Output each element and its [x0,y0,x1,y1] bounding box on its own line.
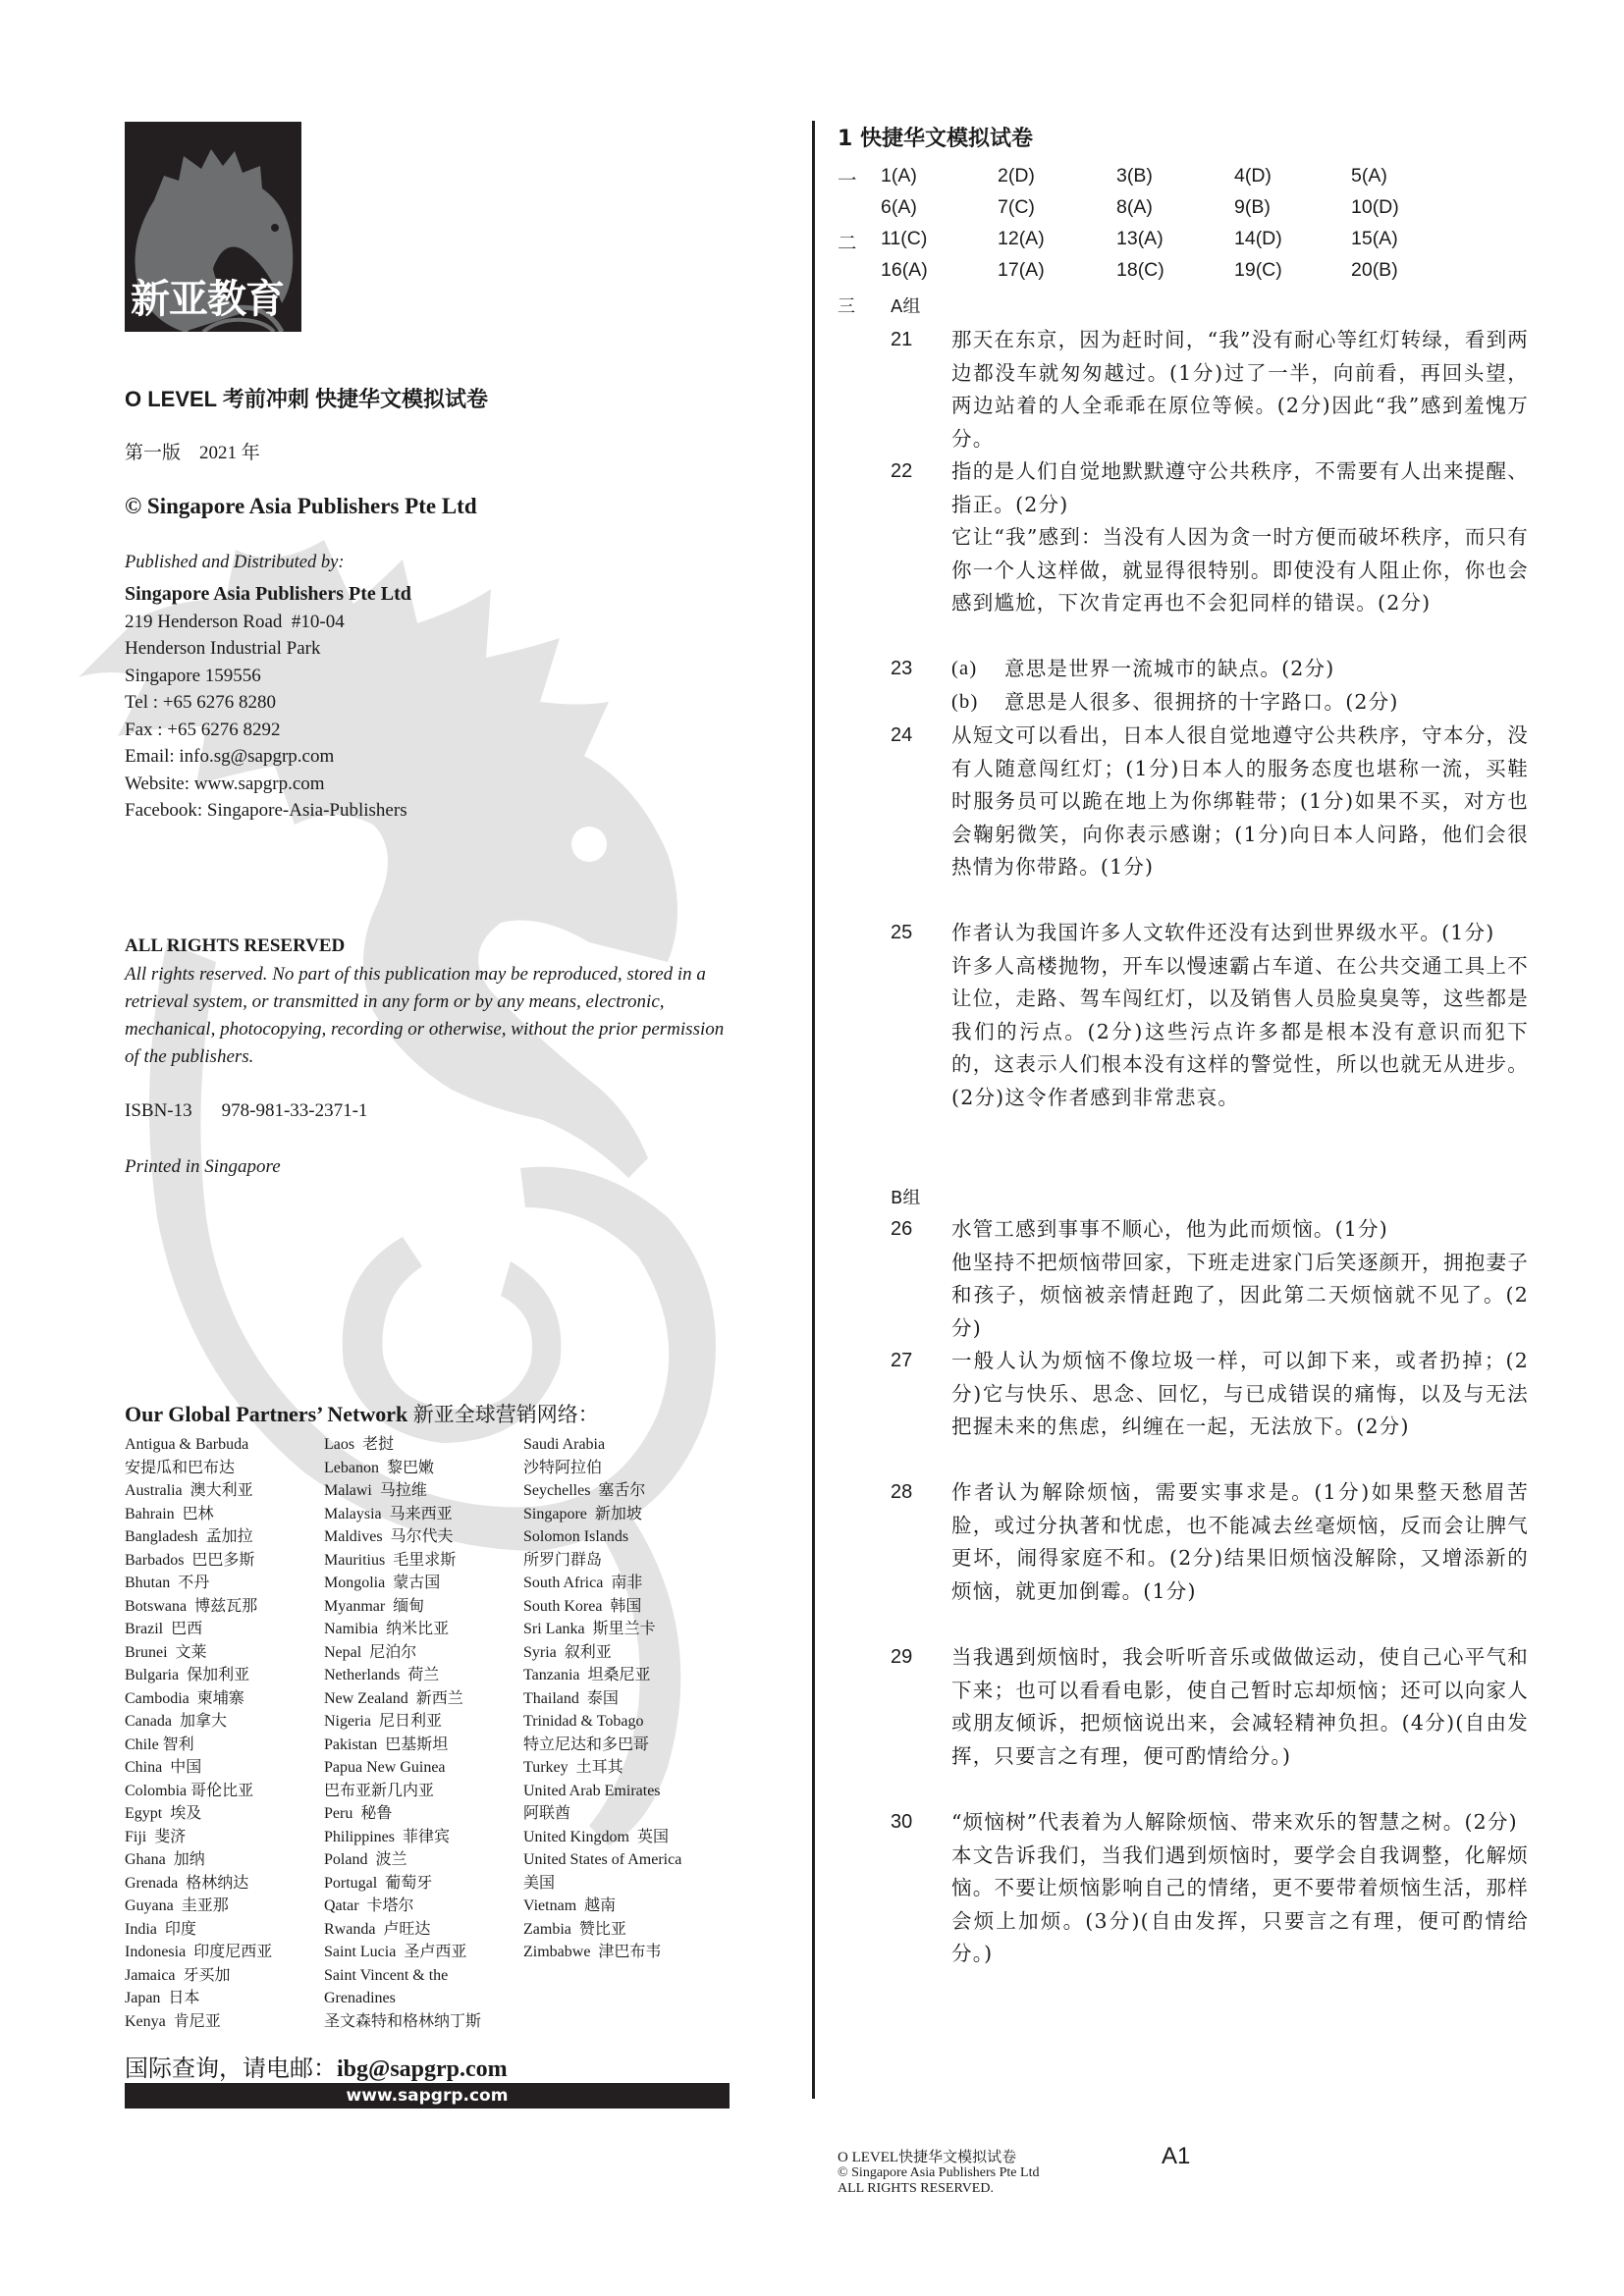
answer-body [951,720,1529,884]
country-item: Mongolia 蒙古国 [324,1575,441,1591]
country-item: Ghana 加纳 [125,1851,205,1868]
country-item: Antigua & Barbuda [125,1436,249,1453]
country-item: United States of America [523,1851,682,1868]
country-item: 美国 [523,1874,556,1892]
publisher-company: Singapore Asia Publishers Pte Ltd [125,583,411,605]
country-item: Malaysia 马来西亚 [324,1505,453,1522]
country-item: Seychelles 塞舌尔 [523,1482,646,1499]
publisher-info [125,581,411,825]
answer-paragraph: 一般人认为烦恼不像垃圾一样，可以卸下来，或者扔掉；(2分)它与快乐、思念、回忆，与已成错误的痛悔，以及与无法把握未来的焦虑，纠缠在一起，无法放下。(2分) [951,1349,1529,1438]
footer-copyright: © Singapore Asia Publishers Pte Ltd [838,2165,1040,2180]
country-item: Pakistan 巴基斯坦 [324,1735,449,1753]
country-item: United Arab Emirates [523,1782,661,1799]
mcq-answer: 13(A) [1116,228,1164,249]
country-item: Brazil 巴西 [125,1621,203,1637]
country-item: Saint Vincent & the [324,1966,449,1984]
question-number: 23 [891,658,913,679]
country-item: South Africa 南非 [523,1575,643,1591]
question-number: 21 [891,329,913,350]
country-item: India 印度 [125,1920,196,1938]
answer-q29 [891,1641,1529,1773]
country-item: Malawi 马拉维 [324,1482,427,1499]
country-item: Thailand 泰国 [523,1689,619,1707]
answer-q23 [891,653,1529,719]
country-item: Barbados 巴巴多斯 [125,1551,255,1569]
country-item: Solomon Islands [523,1528,629,1545]
mcq-answer: 10(D) [1351,196,1399,218]
country-item: Namibia 纳米比亚 [324,1621,450,1637]
country-item: Bulgaria 保加利亚 [125,1667,250,1683]
answer-q21 [891,324,1529,455]
country-item: Bahrain 巴林 [125,1505,214,1522]
answer-paragraph: 作者认为解除烦恼，需要实事求是。(1分)如果整天愁眉苦脸，或过分执著和忧虑，也不能减去丝毫烦恼，反而会让脾气更坏，闹得家庭不和。(2分)结果旧烦恼没解除，又增添新的烦恼，就更加倒霉。(1分) [951,1480,1529,1603]
answer-paragraph: 本文告诉我们，当我们遇到烦恼时，要学会自我调整，化解烦恼。不要让烦恼影响自己的情绪，更不要带着烦恼生活，那样会烦上加烦。(3分)(自由发挥，只要言之有理，便可酌情给分。) [951,1842,1529,1965]
answer-q27 [891,1345,1529,1444]
country-list-col-1 [125,1433,272,2033]
sub-answer-label: (b) [951,690,979,713]
sub-answer-label: (a) [951,658,978,679]
footer-rights: ALL RIGHTS RESERVED. [838,2181,994,2196]
country-list-col-2 [324,1433,481,2033]
country-item: Fiji 斐济 [125,1828,187,1845]
answer-q28 [891,1476,1529,1608]
country-item: Bhutan 不丹 [125,1575,210,1591]
published-by-label: Published and Distributed by: [125,553,345,572]
country-item: 所罗门群岛 [523,1551,603,1569]
mcq-answer: 1(A) [881,165,917,187]
country-item: China 中国 [125,1759,202,1776]
question-number: 28 [891,1481,913,1503]
mcq-answer: 5(A) [1351,165,1387,187]
question-number: 25 [891,922,913,943]
country-item: Grenada 格林纳达 [125,1874,249,1892]
group-a-label: A组 [891,296,921,317]
answer-body [951,1345,1529,1444]
question-number: 24 [891,724,913,746]
publisher-facebook[interactable]: Facebook: Singapore-Asia-Publishers [125,800,407,821]
country-item: United Kingdom 英国 [523,1828,669,1845]
book-title: O LEVEL 考前冲刺 快捷华文模拟试卷 [125,387,488,411]
mcq-answer: 8(A) [1116,196,1153,218]
publisher-email[interactable]: Email: info.sg@sapgrp.com [125,746,335,767]
country-item: Chile 智利 [125,1735,194,1753]
country-item: Netherlands 荷兰 [324,1667,440,1683]
country-item: Papua New Guinea [324,1759,446,1776]
rights-heading: ALL RIGHTS RESERVED [125,935,346,956]
mcq-answer: 7(C) [998,196,1035,218]
country-item: New Zealand 新西兰 [324,1689,463,1707]
mcq-answer: 3(B) [1116,165,1153,187]
mcq-answer: 16(A) [881,259,928,281]
answer-paragraph: 它让“我”感到：当没有人因为贪一时方便而破坏秩序，而只有你一个人这样做，就显得很特别。即使没有人阻止你，你也会感到尴尬，下次肯定再也不会犯同样的错误。(2分) [951,525,1529,614]
country-item: Colombia 哥伦比亚 [125,1782,254,1799]
question-number: 30 [891,1811,913,1833]
sub-answer-text: 意思是世界一流城市的缺点。(2分) [1004,657,1335,680]
answer-q26 [891,1213,1529,1345]
country-item: Australia 澳大利亚 [125,1482,253,1499]
sub-answer-text: 意思是人很多、很拥挤的十字路口。(2分) [1004,689,1399,714]
section-3-label: 三 [838,296,855,317]
country-item: Canada 加拿大 [125,1713,227,1730]
country-item: Qatar 卡塔尔 [324,1897,414,1914]
isbn [125,1100,367,1122]
country-item: Grenadines [324,1990,396,2006]
answer-body [951,1213,1529,1345]
answer-body [951,324,1529,455]
answer-paragraph: “烦恼树”代表着为人解除烦恼、带来欢乐的智慧之树。(2分) [951,1810,1518,1834]
question-number: 26 [891,1218,913,1240]
answer-paragraph: 指的是人们自觉地默默遵守公共秩序，不需要有人出来提醒、指正。(2分) [951,459,1529,516]
website-bar[interactable]: www.sapgrp.com [125,2083,730,2109]
answer-body [951,455,1529,620]
mcq-answer: 19(C) [1234,259,1282,281]
country-item: Bangladesh 孟加拉 [125,1528,253,1545]
column-divider [812,121,815,2099]
mcq-section-label: 一 [838,169,857,191]
answer-key-title: 1 快捷华文模拟试卷 [838,127,1033,151]
printed-in: Printed in Singapore [125,1156,281,1177]
country-item: Nigeria 尼日利亚 [324,1713,442,1730]
country-item: 巴布亚新几内亚 [324,1782,435,1799]
network-heading [125,1399,599,1428]
country-item: Lebanon 黎巴嫩 [324,1459,434,1476]
country-item: Saudi Arabia [523,1436,606,1453]
publisher-address-3: Singapore 159556 [125,665,261,686]
answer-paragraph: 许多人高楼抛物，开车以慢速霸占车道、在公共交通工具上不让位，走路、驾车闯红灯，以及销售人员脸臭臭等，这些都是我们的污点。(2分)这些污点许多都是根本没有意识而犯下的，这表示人们根本没有这样的警觉性，所以也就无从进步。(2分)这令作者感到非常悲哀。 [951,953,1529,1109]
mcq-answer: 6(A) [881,196,917,218]
country-item: Turkey 土耳其 [523,1759,623,1776]
country-item: Syria 叙利亚 [523,1643,612,1661]
country-item: Guyana 圭亚那 [125,1897,229,1914]
country-item: Portugal 葡萄牙 [324,1874,433,1892]
country-item: Vietnam 越南 [523,1897,617,1914]
network-heading-zh: 新亚全球营销网络： [412,1403,599,1426]
answer-q24 [891,720,1529,884]
mcq-section-label: 二 [838,232,857,254]
country-item: 阿联酋 [523,1805,571,1822]
mcq-answer: 4(D) [1234,165,1272,187]
answer-paragraph: 从短文可以看出，日本人很自觉地遵守公共秩序，守本分，没有人随意闯红灯；(1分)日本人的服务态度也堪称一流，买鞋时服务员可以跪在地上为你绑鞋带；(1分)如果不买，对方也会鞠躬微笑，向你表示感谢；(1分)向日本人问路，他们会很热情为你带路。(1分) [951,723,1529,879]
country-item: Egypt 埃及 [125,1805,202,1822]
mcq-answer: 18(C) [1116,259,1164,281]
isbn-value: 978-981-33-2371-1 [221,1100,368,1121]
country-item: Trinidad & Tobago [523,1713,644,1730]
answer-body [951,1641,1529,1773]
country-item: 安提瓜和巴布达 [125,1459,236,1476]
answer-body [951,1806,1529,1971]
page-number: A1 [1162,2143,1191,2169]
network-heading-en: Our Global Partners’ Network [125,1402,413,1426]
country-item: Tanzania 坦桑尼亚 [523,1667,651,1683]
isbn-label: ISBN-13 [125,1100,192,1121]
mcq-answer: 11(C) [881,228,928,249]
footer-title: O LEVEL快捷华文模拟试卷 [838,2150,1017,2165]
answer-body [951,1476,1529,1608]
country-item: Japan 日本 [125,1990,200,2006]
enquiry-email[interactable]: ibg@sapgrp.com [337,2056,508,2082]
country-item: Jamaica 牙买加 [125,1966,231,1984]
mcq-answer: 20(B) [1351,259,1398,281]
question-number: 27 [891,1350,913,1371]
enquiry-label: 国际查询，请电邮： [125,2055,337,2082]
mcq-answer: 14(D) [1234,228,1282,249]
country-item: 圣文森特和格林纳丁斯 [324,2012,482,2030]
mcq-answer: 17(A) [998,259,1045,281]
country-item: Singapore 新加坡 [523,1505,642,1522]
country-item: South Korea 韩国 [523,1597,642,1615]
edition: 第一版 2021 年 [125,443,260,463]
country-item: 特立尼达和多巴哥 [523,1735,650,1753]
country-item: Peru 秘鲁 [324,1805,393,1822]
country-item: Rwanda 卢旺达 [324,1920,431,1938]
mcq-answer: 9(B) [1234,196,1271,218]
country-list-col-3 [523,1433,681,1964]
answer-q25 [891,917,1529,1114]
country-item: Kenya 肯尼亚 [125,2012,221,2030]
international-enquiry [125,2049,508,2083]
mcq-answer: 12(A) [998,228,1045,249]
question-number: 22 [891,460,913,482]
country-item: Maldives 马尔代夫 [324,1528,454,1545]
publisher-tel: Tel : +65 6276 8280 [125,692,276,713]
country-item: Laos 老挝 [324,1436,395,1453]
answer-body [951,653,1529,719]
copyright: © Singapore Asia Publishers Pte Ltd [125,494,477,518]
country-item: Poland 波兰 [324,1851,407,1868]
country-item: Cambodia 柬埔寨 [125,1689,244,1707]
answer-body [951,917,1529,1114]
country-item: Botswana 博兹瓦那 [125,1597,258,1615]
country-item: Indonesia 印度尼西亚 [125,1944,273,1960]
sub-answer [951,686,1529,720]
answer-paragraph: 那天在东京，因为赶时间，“我”没有耐心等红灯转绿，看到两边都没车就匆匆越过。(1分)过了一半，向前看，再回头望，两边站着的人全乖乖在原位等候。(2分)因此“我”感到羞愧万分。 [951,328,1529,451]
country-item: Myanmar 缅甸 [324,1597,425,1615]
country-item: Zimbabwe 津巴布韦 [523,1944,662,1960]
answer-paragraph: 作者认为我国许多人文软件还没有达到世界级水平。(1分) [951,921,1495,944]
question-number: 29 [891,1646,913,1668]
answer-paragraph: 当我遇到烦恼时，我会听听音乐或做做运动，使自己心平气和下来；也可以看看电影，使自己暂时忘却烦恼；还可以向家人或朋友倾诉，把烦恼说出来，会减轻精神负担。(4分)(自由发挥，只要言之有理，便可酌情给分。) [951,1645,1529,1768]
answer-q22 [891,455,1529,620]
country-item: Sri Lanka 斯里兰卡 [523,1621,656,1637]
publisher-fax: Fax : +65 6276 8292 [125,719,281,740]
answer-paragraph: 水管工感到事事不顺心，他为此而烦恼。(1分) [951,1217,1388,1241]
group-b-label: B组 [891,1188,921,1208]
publisher-address-2: Henderson Industrial Park [125,638,321,659]
publisher-website[interactable]: Website: www.sapgrp.com [125,773,325,794]
answer-q30 [891,1806,1529,1971]
country-item: 沙特阿拉伯 [523,1459,603,1476]
country-item: Zambia 赞比亚 [523,1920,626,1938]
logo-text: 新亚教育 [131,277,284,322]
mcq-answer: 15(A) [1351,228,1398,249]
mcq-answer: 2(D) [998,165,1035,187]
publisher-address-1: 219 Henderson Road #10-04 [125,611,345,632]
country-item: Brunei 文莱 [125,1643,207,1661]
country-item: Philippines 菲律宾 [324,1828,451,1845]
page-footer [838,2150,1039,2197]
rights-text: All rights reserved. No part of this publication may be reproduced, stored in a retrieval system, or transmitted in any form or by any means, electronic, mechanical, photocopying, recording or otherwise, without the prior permission of the publishers. [125,964,725,1067]
answer-paragraph: 他坚持不把烦恼带回家，下班走进家门后笑逐颜开，拥抱妻子和孩子，烦恼被亲情赶跑了，因此第二天烦恼就不见了。(2分) [951,1250,1529,1340]
country-item: Mauritius 毛里求斯 [324,1551,457,1569]
sub-answer [951,653,1529,686]
country-item: Nepal 尼泊尔 [324,1643,417,1661]
publisher-logo [125,122,301,332]
country-item: Saint Lucia 圣卢西亚 [324,1944,467,1960]
